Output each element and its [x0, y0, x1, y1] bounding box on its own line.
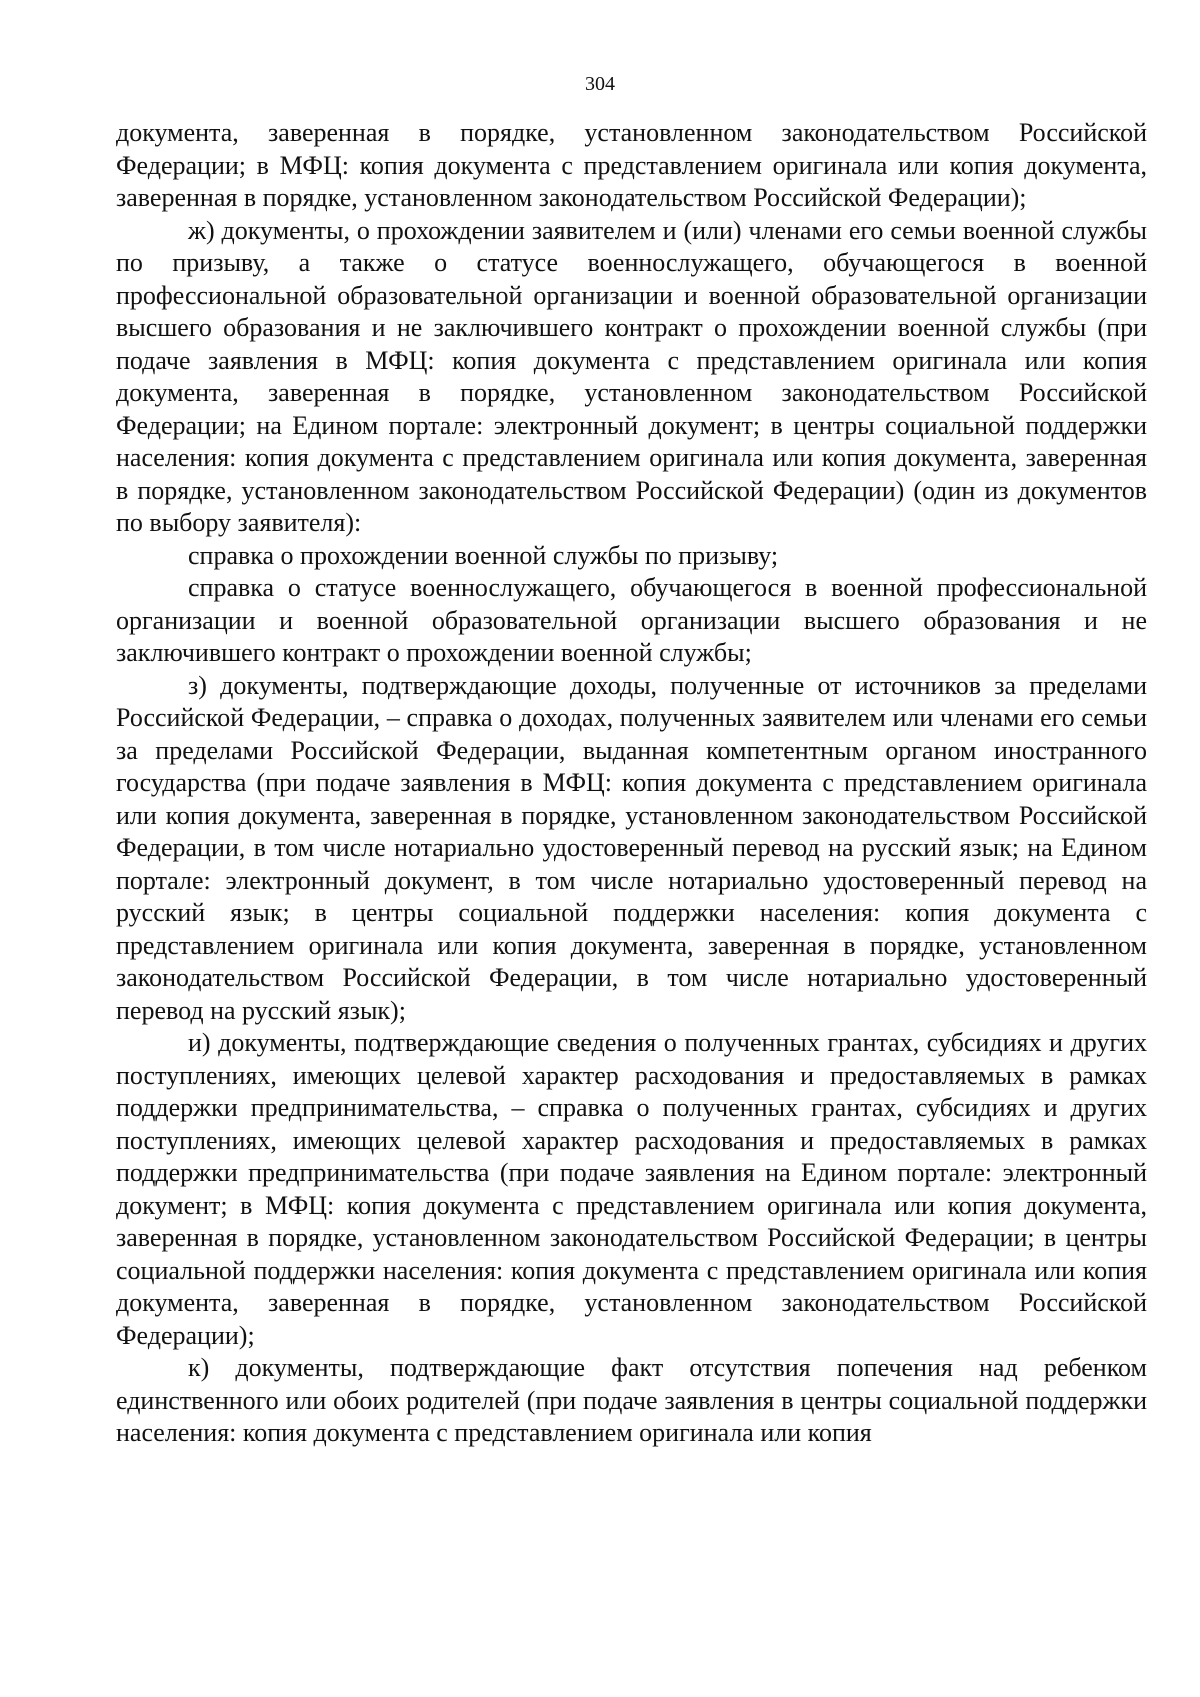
- paragraph-item-zh: ж) документы, о прохождении заявителем и (или) членами его семьи военной службы по призыву, а также о статусе военнослужащего, обучающегося в военной профессиональной образовательной организации и военной образовательной организации высшего образования и не заключившего контракт о прохождении военной службы (при подаче заявления в МФЦ: копия документа с представлением оригинала или копия документа, заверенная в порядке, установленном законодательством Российской Федерации; на Едином портале: электронный документ; в центры социальной поддержки населения: копия документа с представлением оригинала или копия документа, заверенная в порядке, установленном законодательством Российской Федерации) (один из документов по выбору заявителя):: [116, 215, 1147, 537]
- paragraph-military-service-certificate: справка о прохождении военной службы по призыву;: [188, 540, 779, 570]
- paragraph-serviceman-status-certificate: справка о статусе военнослужащего, обучающегося в военной профессиональной организации и военной образовательной организации высшего образования и не заключившего контракт о прохождении военной службы;: [116, 573, 1147, 667]
- document-body: [116, 117, 1147, 1450]
- paragraph-item-k: к) документы, подтверждающие факт отсутствия попечения над ребенком единственного или обоих родителей (при подаче заявления в центры социальной поддержки населения: копия документа с представлением оригинала или копия: [116, 1353, 1147, 1447]
- page-number: 304: [585, 73, 615, 95]
- paragraph-item-i: и) документы, подтверждающие сведения о полученных грантах, субсидиях и других поступлениях, имеющих целевой характер расходования и предоставляемых в рамках поддержки предпринимательства, – справка о полученных грантах, субсидиях и других поступлениях, имеющих целевой характер расходования и предоставляемых в рамках поддержки предпринимательства (при подаче заявления на Едином портале: электронный документ; в МФЦ: копия документа с представлением оригинала или копия документа, заверенная в порядке, установленном законодательством Российской Федерации; в центры социальной поддержки населения: копия документа с представлением оригинала или копия документа, заверенная в порядке, установленном законодательством Российской Федерации);: [116, 1028, 1147, 1350]
- paragraph-continuation: документа, заверенная в порядке, установленном законодательством Российской Федерации; в МФЦ: копия документа с представлением оригинала или копия документа, заверенная в порядке, установленном законодательством Российской Федерации);: [116, 118, 1147, 212]
- paragraph-item-z: з) документы, подтверждающие доходы, полученные от источников за пределами Российской Федерации, – справка о доходах, полученных заявителем или членами его семьи за пределами Российской Федерации, выданная компетентным органом иностранного государства (при подаче заявления в МФЦ: копия документа с представлением оригинала или копия документа, заверенная в порядке, установленном законодательством Российской Федерации, в том числе нотариально удостоверенный перевод на русский язык; на Едином портале: электронный документ, в том числе нотариально удостоверенный перевод на русский язык; в центры социальной поддержки населения: копия документа с представлением оригинала или копия документа, заверенная в порядке, установленном законодательством Российской Федерации, в том числе нотариально удостоверенный перевод на русский язык);: [116, 670, 1147, 1025]
